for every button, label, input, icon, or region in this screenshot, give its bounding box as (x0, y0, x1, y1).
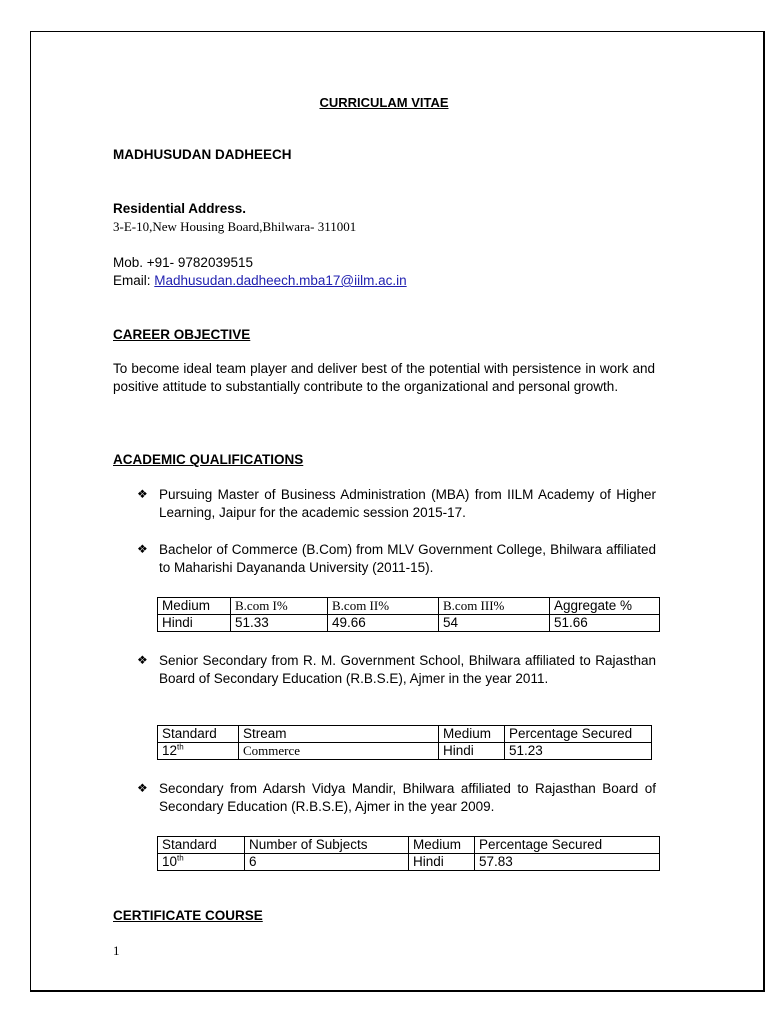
table-cell: 51.66 (550, 615, 660, 632)
table-header-cell: Stream (239, 726, 439, 743)
table-header-row (158, 726, 652, 743)
table-header-cell: Standard (158, 837, 245, 854)
mobile-number: Mob. +91- 9782039515 (113, 255, 253, 270)
address-value: 3-E-10,New Housing Board,Bhilwara- 311001 (113, 219, 357, 234)
address-label: Residential Address. (113, 201, 247, 216)
table-cell: 51.23 (505, 743, 652, 760)
table-header-cell: Medium (409, 837, 475, 854)
table-cell: Hindi (409, 854, 475, 871)
table-header-cell: B.com III% (439, 598, 550, 615)
academic-heading: ACADEMIC QUALIFICATIONS (113, 452, 304, 467)
page-number: 1 (113, 943, 120, 958)
bullet-icon: ❖ (137, 653, 148, 667)
bcom-marks-table (157, 597, 660, 632)
table-cell: 49.66 (328, 615, 439, 632)
senior-secondary-table (157, 725, 652, 760)
table-cell: 12th (158, 743, 239, 760)
table-header-row (158, 837, 660, 854)
table-cell: 6 (245, 854, 409, 871)
table-row (158, 743, 652, 760)
table-cell: Hindi (158, 615, 231, 632)
table-header-cell: Medium (439, 726, 505, 743)
table-header-cell: Aggregate % (550, 598, 660, 615)
document-title: CURRICULAM VITAE (319, 95, 449, 110)
table-header-cell: Standard (158, 726, 239, 743)
table-cell: 51.33 (231, 615, 328, 632)
table-cell: Hindi (439, 743, 505, 760)
bullet-icon: ❖ (137, 542, 148, 556)
secondary-table (157, 836, 660, 871)
email-link[interactable]: Madhusudan.dadheech.mba17@iilm.ac.in (154, 273, 407, 288)
table-header-cell: B.com II% (328, 598, 439, 615)
table-cell: 54 (439, 615, 550, 632)
email-line (113, 273, 407, 288)
table-header-cell: Percentage Secured (475, 837, 660, 854)
certificate-course-heading: CERTIFICATE COURSE (113, 908, 263, 923)
qualification-mba: Pursuing Master of Business Administration (MBA) from IILM Academy of Higher Learning, Jaipur for the academic session 2015-17. (159, 487, 656, 520)
table-header-cell: Medium (158, 598, 231, 615)
email-label: Email: (113, 273, 151, 288)
bullet-icon: ❖ (137, 487, 148, 501)
table-header-cell: Percentage Secured (505, 726, 652, 743)
qualification-senior-secondary: Senior Secondary from R. M. Government School, Bhilwara affiliated to Rajasthan Board of Secondary Education (R.B.S.E), Ajmer in the year 2011. (159, 653, 656, 686)
career-objective-text: To become ideal team player and deliver best of the potential with persistence in work and positive attitude to substantially contribute to the organizational and personal growth. (113, 361, 655, 394)
candidate-name: MADHUSUDAN DADHEECH (113, 147, 292, 162)
table-cell: Commerce (239, 743, 439, 760)
bullet-icon: ❖ (137, 781, 148, 795)
table-row (158, 615, 660, 632)
table-row (158, 854, 660, 871)
qualification-secondary: Secondary from Adarsh Vidya Mandir, Bhilwara affiliated to Rajasthan Board of Secondary Education (R.B.S.E), Ajmer in the year 2009. (159, 781, 656, 814)
table-header-row (158, 598, 660, 615)
table-header-cell: B.com I% (231, 598, 328, 615)
table-cell: 10th (158, 854, 245, 871)
qualification-bcom: Bachelor of Commerce (B.Com) from MLV Government College, Bhilwara affiliated to Maharishi Dayananda University (2011-15). (159, 542, 656, 575)
career-objective-heading: CAREER OBJECTIVE (113, 327, 251, 342)
table-cell: 57.83 (475, 854, 660, 871)
table-header-cell: Number of Subjects (245, 837, 409, 854)
